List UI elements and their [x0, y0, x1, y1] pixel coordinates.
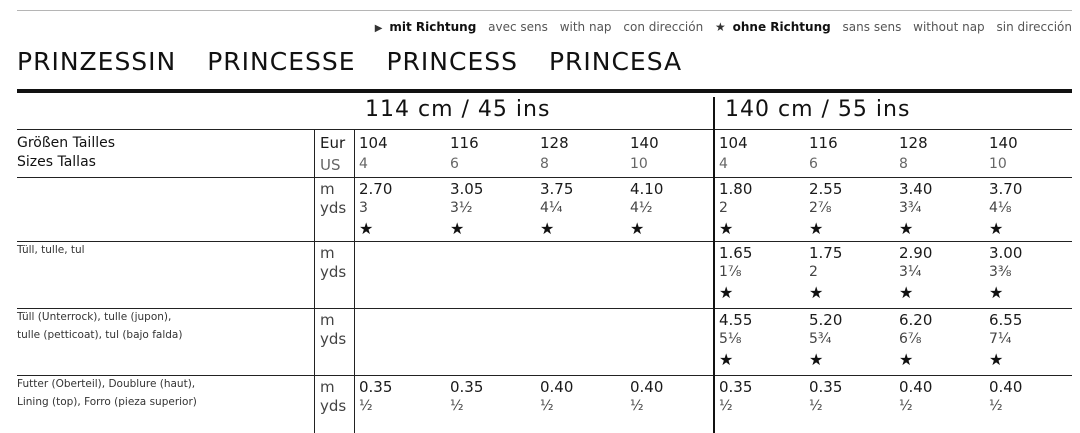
unit-meters: m: [320, 311, 335, 329]
us-label: US: [320, 156, 341, 174]
yards-value: ½: [359, 398, 373, 414]
meters-value: 5.20: [809, 311, 843, 329]
us-size: 6: [450, 156, 459, 172]
meters-value: 3.40: [899, 180, 933, 198]
meters-value: 0.40: [899, 378, 933, 396]
fabric-width-114: 114 cm / 45 ins: [365, 97, 551, 122]
yards-value: ½: [809, 398, 823, 414]
eur-size: 116: [809, 134, 838, 152]
yards-value: 1⅞: [719, 264, 742, 280]
without-nap-star: ★: [989, 219, 1004, 238]
row-label-line1: Tüll, tulle, tul: [17, 244, 85, 256]
yards-value: 5⅛: [719, 331, 742, 347]
page-title: [17, 47, 704, 76]
with-nap-fr: avec sens: [488, 20, 548, 34]
meters-value: 4.10: [630, 180, 664, 198]
fabric-width-140: 140 cm / 55 ins: [725, 97, 911, 122]
row-divider: [17, 177, 1072, 178]
us-size: 8: [899, 156, 908, 172]
yards-value: 3⅜: [989, 264, 1012, 280]
title-de: PRINZESSIN: [17, 47, 177, 76]
without-nap-star: ★: [899, 219, 914, 238]
meters-value: 2.70: [359, 180, 393, 198]
without-nap-star: ★: [899, 350, 914, 369]
meters-value: 3.70: [989, 180, 1023, 198]
with-nap-en: with nap: [559, 20, 612, 34]
without-nap-es: sin dirección: [996, 20, 1072, 34]
row-label-line2: tulle (petticoat), tul (bajo falda): [17, 329, 183, 341]
size-label-line1: Größen Tailles: [17, 135, 116, 151]
yards-value: 4⅛: [989, 200, 1012, 216]
meters-value: 0.40: [989, 378, 1023, 396]
without-nap-star: ★: [450, 219, 465, 238]
without-nap-star: ★: [630, 219, 645, 238]
meters-value: 0.40: [630, 378, 664, 396]
yards-value: ½: [899, 398, 913, 414]
row-divider: [17, 241, 1072, 242]
without-nap-star: ★: [989, 350, 1004, 369]
us-size: 10: [989, 156, 1007, 172]
eur-size: 128: [899, 134, 928, 152]
meters-value: 3.75: [540, 180, 574, 198]
meters-value: 6.55: [989, 311, 1023, 329]
with-nap-es: con dirección: [623, 20, 704, 34]
eur-size: 104: [359, 134, 388, 152]
column-divider: [314, 129, 315, 433]
meters-value: 1.65: [719, 244, 753, 262]
yards-value: 6⅞: [899, 331, 922, 347]
meters-value: 6.20: [899, 311, 933, 329]
meters-value: 3.05: [450, 180, 484, 198]
without-nap-en: without nap: [913, 20, 985, 34]
yards-value: ½: [540, 398, 554, 414]
without-nap-star: ★: [719, 283, 734, 302]
meters-value: 1.80: [719, 180, 753, 198]
us-size: 10: [630, 156, 648, 172]
without-nap-marker: ★: [715, 20, 726, 34]
without-nap-star: ★: [359, 219, 374, 238]
yards-value: ½: [630, 398, 644, 414]
yards-value: 5¾: [809, 331, 832, 347]
row-divider: [17, 308, 1072, 309]
title-es: PRINCESA: [548, 47, 683, 76]
row-label-line2: Lining (top), Forro (pieza superior): [17, 396, 197, 408]
eur-size: 104: [719, 134, 748, 152]
meters-value: 1.75: [809, 244, 843, 262]
us-size: 8: [540, 156, 549, 172]
unit-yards: yds: [320, 397, 347, 415]
meters-value: 0.35: [719, 378, 753, 396]
without-nap-de: ohne Richtung: [732, 20, 831, 34]
with-nap-marker: ▶: [374, 23, 383, 34]
width-divider: [713, 97, 715, 433]
yards-value: 4½: [630, 200, 653, 216]
yards-value: 2⅞: [809, 200, 832, 216]
title-rule: [17, 89, 1072, 93]
yards-value: ½: [989, 398, 1003, 414]
us-size: 4: [359, 156, 368, 172]
yards-value: ½: [719, 398, 733, 414]
unit-meters: m: [320, 180, 335, 198]
table-top-rule: [17, 129, 1072, 130]
size-label: [17, 134, 115, 172]
eur-size: 116: [450, 134, 479, 152]
eur-size: 140: [630, 134, 659, 152]
meters-value: 4.55: [719, 311, 753, 329]
without-nap-star: ★: [719, 219, 734, 238]
row-label-line1: Futter (Oberteil), Doublure (haut),: [17, 378, 196, 390]
eur-label: Eur: [320, 134, 346, 152]
unit-yards: yds: [320, 330, 347, 348]
column-divider: [354, 129, 355, 433]
yards-value: ½: [450, 398, 464, 414]
without-nap-star: ★: [809, 219, 824, 238]
without-nap-star: ★: [989, 283, 1004, 302]
unit-meters: m: [320, 244, 335, 262]
yards-value: 3¾: [899, 200, 922, 216]
meters-value: 3.00: [989, 244, 1023, 262]
without-nap-fr: sans sens: [842, 20, 902, 34]
unit-yards: yds: [320, 263, 347, 281]
us-size: 4: [719, 156, 728, 172]
yards-value: 3¼: [899, 264, 922, 280]
yards-value: 2: [809, 264, 818, 280]
row-label-line1: Tüll (Unterrock), tulle (jupon),: [17, 311, 172, 323]
yards-value: 2: [719, 200, 728, 216]
without-nap-star: ★: [719, 350, 734, 369]
size-label-line2: Sizes Tallas: [17, 154, 96, 170]
with-nap-de: mit Richtung: [389, 20, 477, 34]
yards-value: 4¼: [540, 200, 563, 216]
yards-value: 7¼: [989, 331, 1012, 347]
unit-yards: yds: [320, 199, 347, 217]
meters-value: 0.35: [359, 378, 393, 396]
without-nap-star: ★: [540, 219, 555, 238]
yards-value: 3: [359, 200, 368, 216]
meters-value: 0.35: [450, 378, 484, 396]
nap-legend: [367, 20, 1072, 34]
yards-value: 3½: [450, 200, 473, 216]
title-en: PRINCESS: [386, 47, 518, 76]
without-nap-star: ★: [809, 350, 824, 369]
meters-value: 0.35: [809, 378, 843, 396]
eur-size: 140: [989, 134, 1018, 152]
without-nap-star: ★: [899, 283, 914, 302]
unit-meters: m: [320, 378, 335, 396]
top-rule: [17, 10, 1072, 11]
meters-value: 2.90: [899, 244, 933, 262]
title-fr: PRINCESSE: [207, 47, 356, 76]
without-nap-star: ★: [809, 283, 824, 302]
us-size: 6: [809, 156, 818, 172]
meters-value: 0.40: [540, 378, 574, 396]
eur-size: 128: [540, 134, 569, 152]
meters-value: 2.55: [809, 180, 843, 198]
